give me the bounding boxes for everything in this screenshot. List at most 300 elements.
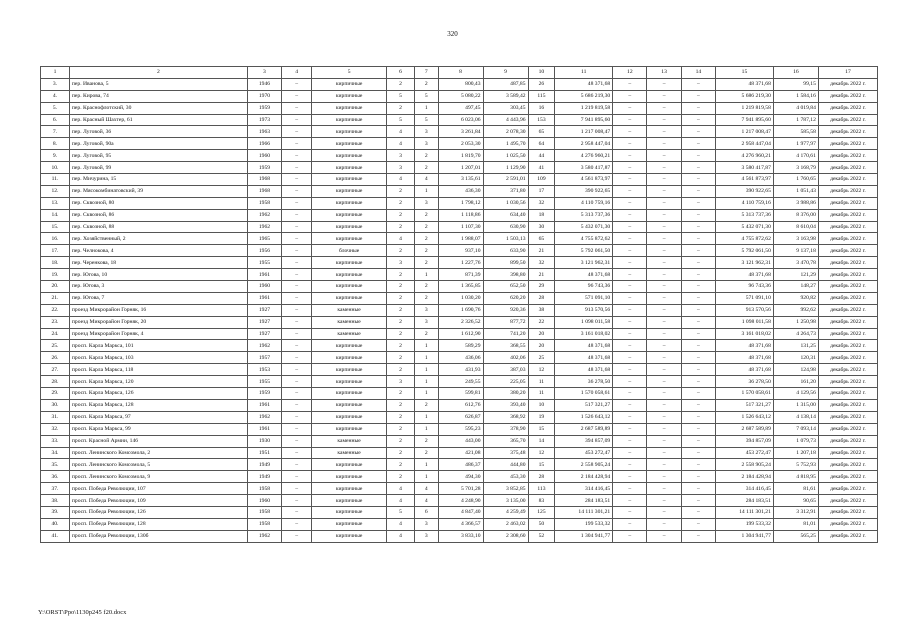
table-cell: кирпичные <box>312 233 387 245</box>
table-row <box>41 376 878 388</box>
column-number-cell: 3 <box>247 67 281 79</box>
table-cell: 1 <box>414 459 438 471</box>
table-cell: 2 <box>387 399 415 411</box>
table-cell: кирпичные <box>312 423 387 435</box>
table-cell: 48 371,68 <box>555 340 613 352</box>
table-cell: 148,27 <box>773 281 818 293</box>
table-cell: пер. Луговой, 99 <box>69 162 247 174</box>
table-cell: 1927 <box>247 328 281 340</box>
table-cell: кирпичные <box>312 376 387 388</box>
table-cell: 2 078,30 <box>483 126 528 138</box>
table-cell: 1 690,76 <box>438 304 483 316</box>
table-cell: просп. Карла Маркса, 128 <box>69 399 247 411</box>
table-cell: 48 371,68 <box>716 352 774 364</box>
table-cell: – <box>647 245 681 257</box>
table-cell: просп. Победа Революции, 128 <box>69 518 247 530</box>
table-cell: – <box>647 376 681 388</box>
table-cell: 3 <box>387 257 415 269</box>
table-cell: 2 <box>414 281 438 293</box>
table-cell: декабрь 2022 г. <box>818 209 877 221</box>
table-cell: 52 <box>528 530 555 542</box>
table-cell: 443,00 <box>438 435 483 447</box>
table-cell: 2 958 447,04 <box>716 138 774 150</box>
table-cell: просп. Карла Маркса, 99 <box>69 423 247 435</box>
table-cell: просп. Карла Маркса, 103 <box>69 352 247 364</box>
table-cell: 26 <box>528 78 555 90</box>
table-cell: кирпичные <box>312 209 387 221</box>
table-cell: 7 093,14 <box>773 423 818 435</box>
table-cell: – <box>647 197 681 209</box>
table-cell: – <box>681 364 715 376</box>
table-cell: пер. Кирова, 74 <box>69 90 247 102</box>
table-cell: 877,72 <box>483 316 528 328</box>
table-cell: 5 313 737,36 <box>716 209 774 221</box>
table-cell: – <box>681 495 715 507</box>
table-cell: – <box>647 399 681 411</box>
table-cell: 26. <box>41 352 70 364</box>
table-cell: 12. <box>41 185 70 197</box>
table-cell: 2 <box>387 352 415 364</box>
table-cell: 3 852,85 <box>483 483 528 495</box>
table-cell: – <box>647 269 681 281</box>
table-cell: – <box>282 447 312 459</box>
table-cell: декабрь 2022 г. <box>818 530 877 542</box>
table-cell: кирпичные <box>312 292 387 304</box>
table-cell: – <box>647 138 681 150</box>
table-cell: 2 <box>414 257 438 269</box>
table-cell: 5 080,22 <box>438 90 483 102</box>
table-cell: – <box>647 233 681 245</box>
table-cell: 5 752,93 <box>773 459 818 471</box>
table-cell: 1 <box>414 364 438 376</box>
table-cell: 1960 <box>247 495 281 507</box>
table-cell: – <box>282 399 312 411</box>
table-cell: – <box>647 209 681 221</box>
table-cell: – <box>681 423 715 435</box>
table-cell: 3 <box>414 126 438 138</box>
table-cell: 1 051,43 <box>773 185 818 197</box>
table-cell: – <box>647 530 681 542</box>
table-cell: 393,40 <box>483 399 528 411</box>
table-cell: 5 <box>387 114 415 126</box>
table-cell: 41. <box>41 530 70 542</box>
table-cell: – <box>647 459 681 471</box>
table-cell: кирпичные <box>312 399 387 411</box>
table-cell: 2 <box>387 340 415 352</box>
table-cell: просп. Карла Маркса, 101 <box>69 340 247 352</box>
table-cell: – <box>681 150 715 162</box>
table-cell: 585,58 <box>773 126 818 138</box>
table-cell: 2 <box>387 221 415 233</box>
table-cell: пер. Черенкова, 18 <box>69 257 247 269</box>
table-cell: 1958 <box>247 506 281 518</box>
table-cell: 1 <box>414 471 438 483</box>
table-cell: 249,55 <box>438 376 483 388</box>
table-row <box>41 328 878 340</box>
table-cell: 3 161 018,02 <box>555 328 613 340</box>
table-cell: 9 137,18 <box>773 245 818 257</box>
table-cell: 2 <box>387 459 415 471</box>
table-cell: – <box>681 174 715 186</box>
table-cell: – <box>282 411 312 423</box>
table-cell: 2 <box>387 423 415 435</box>
table-cell: 3 <box>387 150 415 162</box>
table-cell: – <box>681 269 715 281</box>
table-cell: 1 304 941,77 <box>555 530 613 542</box>
table-cell: – <box>681 114 715 126</box>
table-cell: – <box>282 352 312 364</box>
table-cell: 65 <box>528 126 555 138</box>
table-cell: 48 371,68 <box>555 364 613 376</box>
table-cell: 2 687 589,89 <box>555 423 613 435</box>
table-row <box>41 114 878 126</box>
table-cell: 15 <box>528 423 555 435</box>
table-cell: – <box>681 471 715 483</box>
table-cell: 5 <box>414 90 438 102</box>
table-cell: 1955 <box>247 376 281 388</box>
table-cell: кирпичные <box>312 518 387 530</box>
table-cell: 18. <box>41 257 70 269</box>
table-cell: 14 <box>528 435 555 447</box>
table-cell: пер. Сквозной, 86 <box>69 209 247 221</box>
table-cell: 3 580 417,87 <box>555 162 613 174</box>
table-cell: 14. <box>41 209 70 221</box>
table-cell: – <box>613 352 647 364</box>
table-cell: 21. <box>41 292 70 304</box>
table-cell: 8 376,00 <box>773 209 818 221</box>
table-cell: 113 <box>528 483 555 495</box>
table-cell: – <box>647 292 681 304</box>
table-cell: кирпичные <box>312 102 387 114</box>
table-row <box>41 411 878 423</box>
table-cell: 1 612,90 <box>438 328 483 340</box>
table-cell: 920,82 <box>773 292 818 304</box>
table-cell: 1 <box>414 352 438 364</box>
table-cell: 314 416,45 <box>716 483 774 495</box>
table-cell: 36 278,50 <box>716 376 774 388</box>
table-cell: 4 110 759,16 <box>716 197 774 209</box>
table-cell: 3 168,79 <box>773 162 818 174</box>
table-cell: 612,76 <box>438 399 483 411</box>
table-cell: – <box>681 197 715 209</box>
table-cell: кирпичные <box>312 352 387 364</box>
table-cell: – <box>681 185 715 197</box>
table-cell: – <box>613 471 647 483</box>
column-number-cell: 9 <box>483 67 528 79</box>
table-cell: декабрь 2022 г. <box>818 328 877 340</box>
table-cell: 4 <box>387 233 415 245</box>
table-cell: – <box>647 316 681 328</box>
table-cell: – <box>282 388 312 400</box>
table-cell: 31. <box>41 411 70 423</box>
table-cell: 3. <box>41 78 70 90</box>
table-cell: 3 135,00 <box>483 495 528 507</box>
table-cell: 284 183,51 <box>716 495 774 507</box>
table-cell: декабрь 2022 г. <box>818 233 877 245</box>
table-cell: 19. <box>41 269 70 281</box>
table-cell: – <box>647 114 681 126</box>
table-cell: декабрь 2022 г. <box>818 269 877 281</box>
table-cell: – <box>282 114 312 126</box>
table-cell: 22. <box>41 304 70 316</box>
table-cell: – <box>282 150 312 162</box>
table-row <box>41 269 878 281</box>
table-cell: 2 <box>387 185 415 197</box>
table-row <box>41 185 878 197</box>
table-cell: 5 <box>387 90 415 102</box>
table-cell: декабрь 2022 г. <box>818 506 877 518</box>
table-cell: 32 <box>528 197 555 209</box>
table-cell: 4 755 872,62 <box>555 233 613 245</box>
table-cell: 1958 <box>247 197 281 209</box>
table-cell: 14 111 301,21 <box>555 506 613 518</box>
table-cell: – <box>647 257 681 269</box>
table-cell: 390 922,65 <box>555 185 613 197</box>
table-cell: 1 207,01 <box>438 162 483 174</box>
table-cell: 1 977,97 <box>773 138 818 150</box>
table-cell: 1959 <box>247 388 281 400</box>
table-cell: – <box>681 447 715 459</box>
table-cell: 1 <box>414 340 438 352</box>
table-cell: 1 798,12 <box>438 197 483 209</box>
table-cell: 29. <box>41 388 70 400</box>
table-cell: 1 217 008,47 <box>555 126 613 138</box>
table-cell: 40. <box>41 518 70 530</box>
table-cell: просп. Победа Революции, 107 <box>69 483 247 495</box>
table-cell: кирпичные <box>312 340 387 352</box>
table-cell: 1970 <box>247 90 281 102</box>
table-cell: просп. Ленинского Комсомола, 5 <box>69 459 247 471</box>
table-cell: 2 <box>387 471 415 483</box>
table-cell: 4 248,90 <box>438 495 483 507</box>
table-cell: – <box>681 399 715 411</box>
table-cell: – <box>681 162 715 174</box>
table-cell: – <box>681 281 715 293</box>
table-cell: 20 <box>528 340 555 352</box>
table-cell: просп. Ленинского Комсомола, 2 <box>69 447 247 459</box>
table-cell: декабрь 2022 г. <box>818 471 877 483</box>
table-cell: кирпичные <box>312 483 387 495</box>
table-cell: 634,40 <box>483 209 528 221</box>
table-cell: 2 <box>387 388 415 400</box>
table-cell: 2 <box>414 245 438 257</box>
column-number-cell: 11 <box>555 67 613 79</box>
table-cell: 48 371,68 <box>716 364 774 376</box>
table-cell: – <box>647 388 681 400</box>
table-cell: – <box>613 292 647 304</box>
table-cell: 314 416,45 <box>555 483 613 495</box>
table-cell: 4 <box>387 495 415 507</box>
table-cell: 284 183,51 <box>555 495 613 507</box>
table-cell: 1 787,12 <box>773 114 818 126</box>
table-cell: – <box>613 257 647 269</box>
table-row <box>41 459 878 471</box>
table-cell: – <box>613 209 647 221</box>
table-row <box>41 162 878 174</box>
table-cell: 4 276 960,21 <box>716 150 774 162</box>
table-cell: – <box>647 281 681 293</box>
table-cell: 2 <box>414 221 438 233</box>
table-cell: – <box>613 316 647 328</box>
table-cell: 37. <box>41 483 70 495</box>
table-row <box>41 483 878 495</box>
table-row <box>41 102 878 114</box>
column-number-cell: 10 <box>528 67 555 79</box>
column-number-cell: 7 <box>414 67 438 79</box>
table-cell: 3 833,10 <box>438 530 483 542</box>
table-cell: 4 561 873,97 <box>716 174 774 186</box>
table-cell: 2 <box>387 364 415 376</box>
table-row <box>41 281 878 293</box>
column-number-cell: 4 <box>282 67 312 79</box>
table-cell: 6 <box>414 506 438 518</box>
table-cell: кирпичные <box>312 364 387 376</box>
table-cell: 1958 <box>247 483 281 495</box>
table-cell: – <box>681 257 715 269</box>
table-cell: декабрь 2022 г. <box>818 518 877 530</box>
table-cell: – <box>647 78 681 90</box>
table-row <box>41 399 878 411</box>
table-cell: – <box>647 435 681 447</box>
table-cell: – <box>613 150 647 162</box>
column-number-cell: 16 <box>773 67 818 79</box>
table-cell: 5 686 219,30 <box>555 90 613 102</box>
table-cell: – <box>613 423 647 435</box>
table-cell: кирпичные <box>312 257 387 269</box>
table-cell: – <box>647 304 681 316</box>
table-cell: 19 <box>528 411 555 423</box>
table-cell: 8 610,04 <box>773 221 818 233</box>
table-cell: декабрь 2022 г. <box>818 399 877 411</box>
table-cell: декабрь 2022 г. <box>818 459 877 471</box>
table-cell: 2 184 428,94 <box>716 471 774 483</box>
table-cell: блочные <box>312 245 387 257</box>
table-cell: декабрь 2022 г. <box>818 185 877 197</box>
table-cell: – <box>613 102 647 114</box>
table-cell: 38 <box>528 304 555 316</box>
table-cell: декабрь 2022 г. <box>818 423 877 435</box>
table-cell: 5 <box>387 506 415 518</box>
table-cell: – <box>613 506 647 518</box>
table-cell: 741,20 <box>483 328 528 340</box>
table-cell: 1962 <box>247 340 281 352</box>
table-cell: 4 847,40 <box>438 506 483 518</box>
table-cell: 48 371,68 <box>716 340 774 352</box>
table-cell: – <box>681 245 715 257</box>
table-cell: 1 570 058,61 <box>716 388 774 400</box>
column-number-cell: 5 <box>312 67 387 79</box>
table-cell: – <box>613 233 647 245</box>
table-cell: 3 <box>414 138 438 150</box>
table-cell: 1 <box>414 185 438 197</box>
table-cell: 4 443,96 <box>483 114 528 126</box>
table-cell: кирпичные <box>312 495 387 507</box>
table-cell: 2 <box>387 435 415 447</box>
table-cell: декабрь 2022 г. <box>818 245 877 257</box>
table-cell: – <box>282 209 312 221</box>
table-cell: 1 315,00 <box>773 399 818 411</box>
table-cell: декабрь 2022 г. <box>818 78 877 90</box>
table-cell: пер. Луговой, 36 <box>69 126 247 138</box>
table-cell: декабрь 2022 г. <box>818 138 877 150</box>
table-cell: 1955 <box>247 257 281 269</box>
table-cell: пер. Сквозной, 80 <box>69 197 247 209</box>
table-cell: просп. Карла Маркса, 118 <box>69 364 247 376</box>
table-cell: каменные <box>312 447 387 459</box>
table-cell: 1966 <box>247 138 281 150</box>
table-cell: 2 <box>387 245 415 257</box>
table-cell: 2 <box>414 162 438 174</box>
table-row <box>41 423 878 435</box>
table-cell: – <box>282 316 312 328</box>
table-cell: 121,29 <box>773 269 818 281</box>
table-cell: 1965 <box>247 233 281 245</box>
table-cell: – <box>681 506 715 518</box>
table-cell: 1961 <box>247 399 281 411</box>
housing-register-table <box>40 66 878 543</box>
table-cell: 2 <box>387 304 415 316</box>
column-number-cell: 2 <box>69 67 247 79</box>
table-cell: 378,90 <box>483 423 528 435</box>
table-cell: 17. <box>41 245 70 257</box>
table-cell: пер. Сквозной, 88 <box>69 221 247 233</box>
table-cell: 1957 <box>247 352 281 364</box>
table-cell: пер. Хозяйственный, 2 <box>69 233 247 245</box>
table-cell: – <box>282 459 312 471</box>
table-cell: 1 098 011,58 <box>716 316 774 328</box>
table-cell: – <box>282 364 312 376</box>
table-cell: 199 533,32 <box>716 518 774 530</box>
table-cell: 161,20 <box>773 376 818 388</box>
table-cell: декабрь 2022 г. <box>818 221 877 233</box>
table-cell: 1 526 643,12 <box>716 411 774 423</box>
table-cell: 1 129,90 <box>483 162 528 174</box>
table-cell: 1 819,70 <box>438 150 483 162</box>
table-cell: 453,30 <box>483 471 528 483</box>
table-cell: 153 <box>528 114 555 126</box>
table-cell: – <box>681 233 715 245</box>
table-cell: декабрь 2022 г. <box>818 447 877 459</box>
table-cell: кирпичные <box>312 221 387 233</box>
table-cell: 5 701,28 <box>438 483 483 495</box>
table-cell: 29 <box>528 281 555 293</box>
table-cell: пер. Краснофлотский, 30 <box>69 102 247 114</box>
table-cell: – <box>282 292 312 304</box>
column-number-cell: 17 <box>818 67 877 79</box>
table-cell: 431,93 <box>438 364 483 376</box>
table-cell: 38. <box>41 495 70 507</box>
table-cell: 4 110 759,16 <box>555 197 613 209</box>
table-cell: кирпичные <box>312 114 387 126</box>
table-cell: 1 760,65 <box>773 174 818 186</box>
table-cell: 4 129,56 <box>773 388 818 400</box>
table-cell: 28. <box>41 376 70 388</box>
table-cell: 626,87 <box>438 411 483 423</box>
table-cell: декабрь 2022 г. <box>818 376 877 388</box>
table-cell: 486,37 <box>438 459 483 471</box>
table-cell: 571 091,10 <box>716 292 774 304</box>
table-cell: 33. <box>41 435 70 447</box>
table-cell: – <box>282 269 312 281</box>
table-row <box>41 197 878 209</box>
table-cell: 4 <box>387 174 415 186</box>
table-cell: просп. Красной Армии, 146 <box>69 435 247 447</box>
table-row <box>41 209 878 221</box>
table-cell: 3 <box>414 530 438 542</box>
table-row <box>41 174 878 186</box>
table-cell: – <box>613 376 647 388</box>
table-cell: кирпичные <box>312 185 387 197</box>
